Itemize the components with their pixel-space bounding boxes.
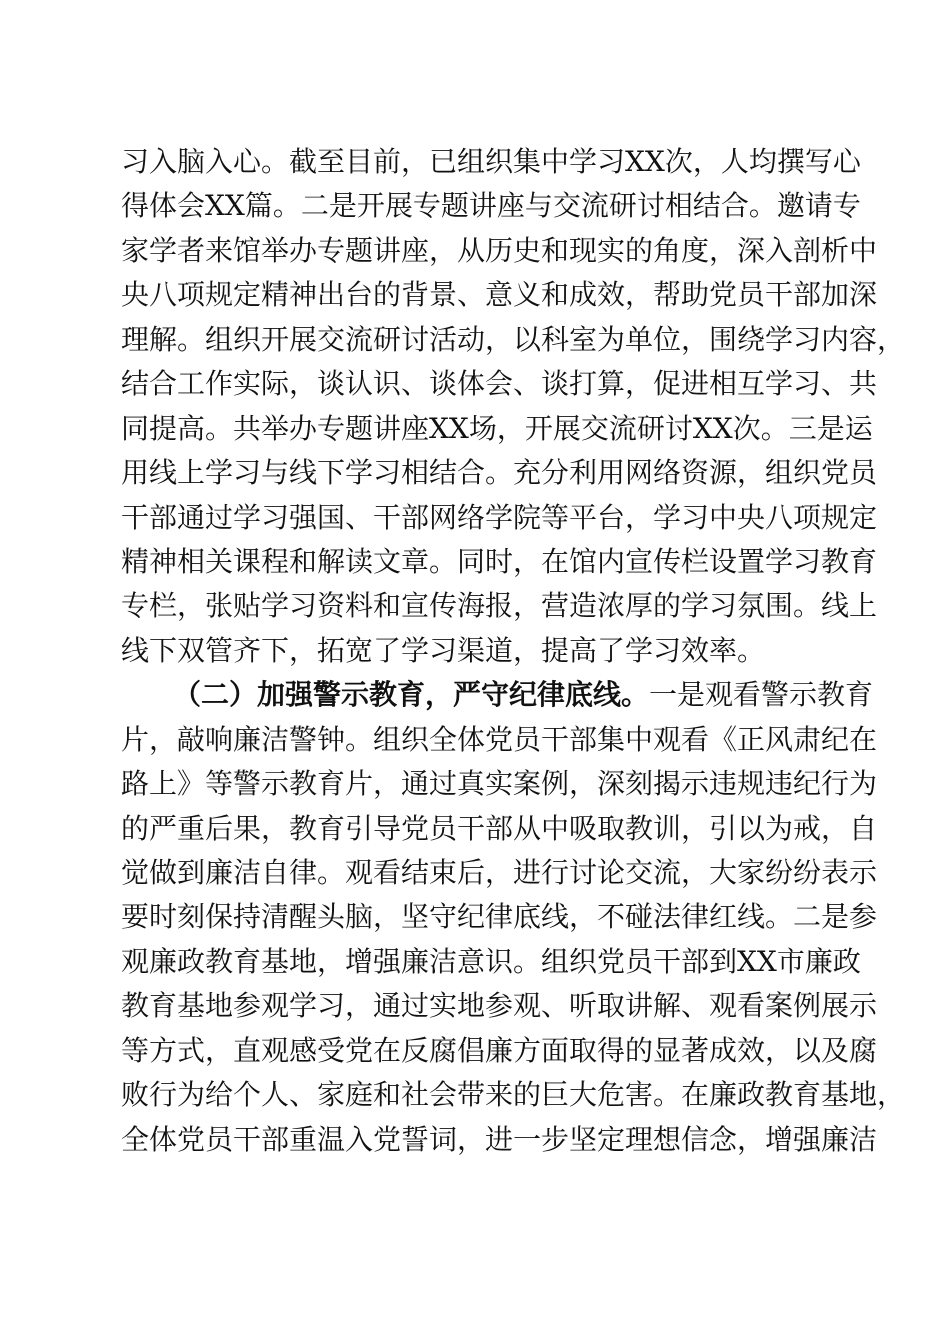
text-line: 教育基地参观学习，通过实地参观、听取讲解、观看案例展示: [121, 989, 878, 1023]
text-line: 败行为给个人、家庭和社会带来的巨大危害。在廉政教育基地，: [121, 1078, 906, 1112]
section-heading-line: [121, 673, 874, 717]
text-line: 专栏，张贴学习资料和宣传海报，营造浓厚的学习氛围。线上: [121, 589, 878, 623]
text-line: 等方式，直观感受党在反腐倡廉方面取得的显著成效，以及腐: [121, 1033, 878, 1067]
text-line: 干部通过学习强国、干部网络学院等平台，学习中央八项规定: [121, 500, 878, 534]
text-line: 要时刻保持清醒头脑，坚守纪律底线，不碰法律红线。二是参: [121, 900, 878, 934]
text-line: 习入脑入心。截至目前，已组织集中学习XX次，人均撰写心: [121, 145, 861, 178]
section-heading-rest: 一是观看警示教育: [649, 678, 874, 712]
text-line: 央八项规定精神出台的背景、意义和成效，帮助党员干部加深: [121, 278, 878, 312]
text-line: 理解。组织开展交流研讨活动，以科室为单位，围绕学习内容，: [121, 322, 906, 356]
text-line: 家学者来馆举办专题讲座，从历史和现实的角度，深入剖析中: [121, 233, 878, 267]
text-line: 线下双管齐下，拓宽了学习渠道，提高了学习效率。: [121, 633, 766, 667]
section-heading: （二）加强警示教育，严守纪律底线。: [173, 678, 650, 712]
text-line: 同提高。共举办专题讲座XX场，开展交流研讨XX次。三是运: [121, 411, 873, 445]
body-text: [121, 140, 906, 1162]
text-line: 用线上学习与线下学习相结合。充分利用网络资源，组织党员: [121, 456, 878, 490]
text-line: 结合工作实际，谈认识、谈体会、谈打算，促进相互学习、共: [121, 367, 878, 401]
text-line: 精神相关课程和解读文章。同时，在馆内宣传栏设置学习教育: [121, 544, 878, 578]
text-line: 片，敲响廉洁警钟。组织全体党员干部集中观看《正风肃纪在: [121, 722, 878, 756]
text-line: 观廉政教育基地，增强廉洁意识。组织党员干部到XX市廉政: [121, 944, 861, 978]
text-line: 路上》等警示教育片，通过真实案例，深刻揭示违规违纪行为: [121, 767, 878, 801]
text-line: 觉做到廉洁自律。观看结束后，进行讨论交流，大家纷纷表示: [121, 856, 878, 889]
text-line: 的严重后果，教育引导党员干部从中吸取教训，引以为戒，自: [121, 811, 878, 845]
text-line: 全体党员干部重温入党誓词，进一步坚定理想信念，增强廉洁: [121, 1122, 878, 1156]
text-line: 得体会XX篇。二是开展专题讲座与交流研讨相结合。邀请专: [121, 189, 861, 223]
